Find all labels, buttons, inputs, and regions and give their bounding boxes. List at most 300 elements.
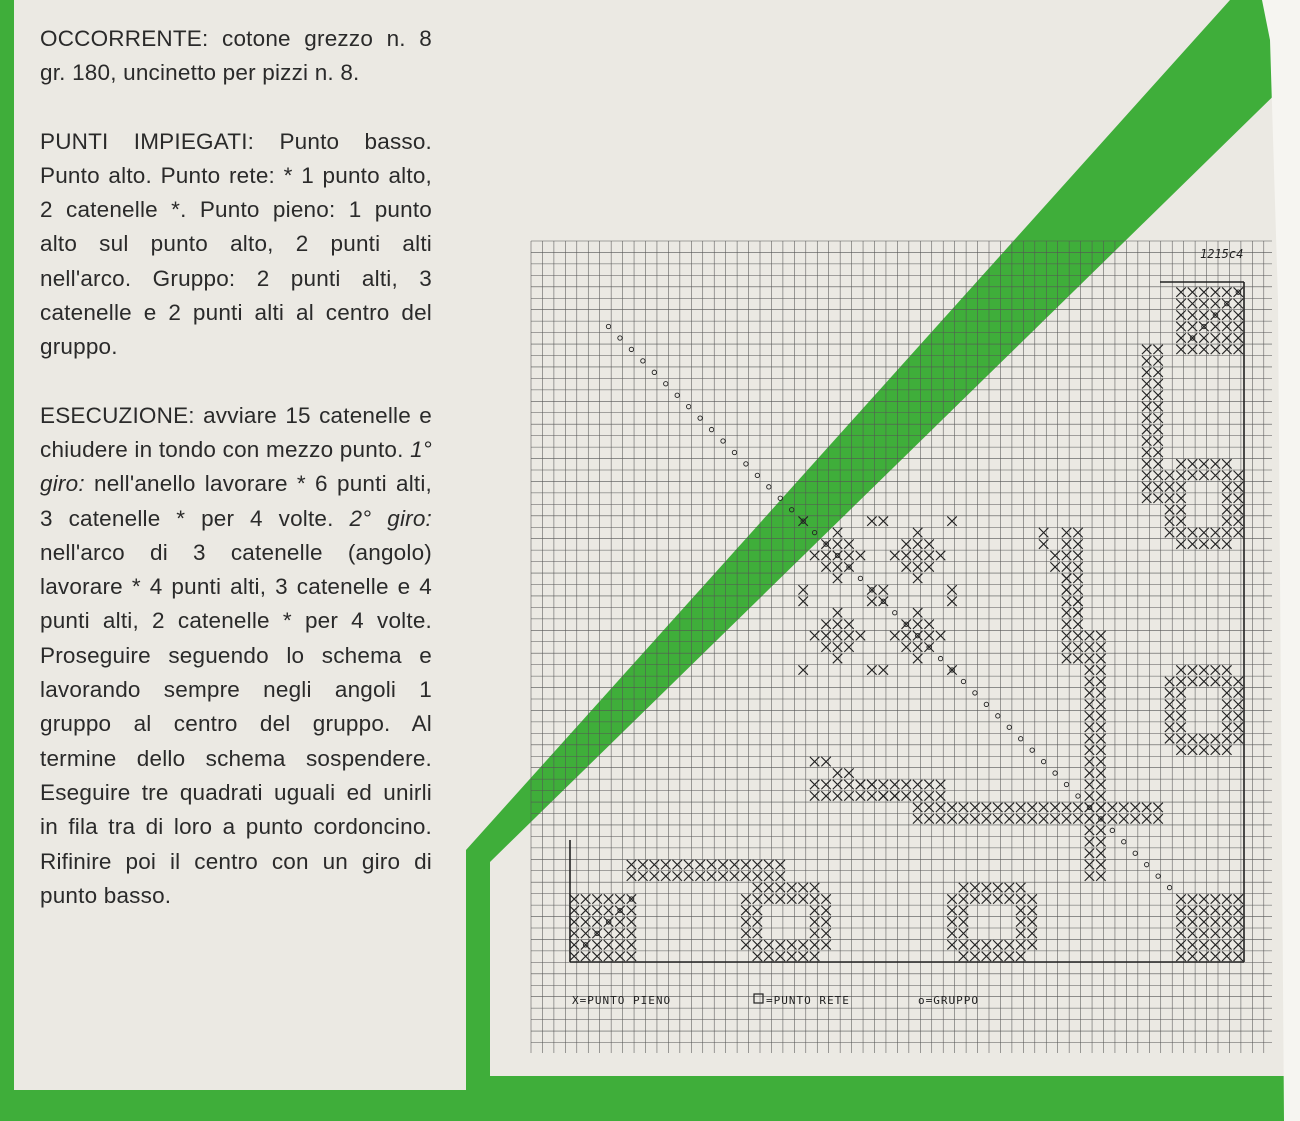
punto-pieno-cross	[1199, 677, 1208, 686]
giro1-text: nell'anello lavorare * 6 punti alti, 3 catenelle * per 4 volte.	[40, 471, 432, 531]
punto-pieno-cross	[695, 871, 704, 880]
punto-pieno-cross	[741, 860, 750, 869]
punto-pieno-cross	[833, 654, 842, 663]
punto-pieno-cross	[1211, 952, 1220, 961]
punto-pieno-cross	[833, 642, 842, 651]
punto-pieno-cross	[924, 631, 933, 640]
punto-pieno-cross	[638, 871, 647, 880]
punto-pieno-cross	[1142, 368, 1151, 377]
punto-pieno-cross	[1050, 803, 1059, 812]
punto-pieno-cross	[1050, 814, 1059, 823]
punto-pieno-cross	[982, 814, 991, 823]
punto-pieno-cross	[902, 631, 911, 640]
punto-pieno-cross	[1153, 482, 1162, 491]
punto-pieno-cross	[1199, 952, 1208, 961]
punto-pieno-cross	[1211, 299, 1220, 308]
punto-pieno-cross	[1073, 562, 1082, 571]
punto-pieno-cross	[1016, 917, 1025, 926]
punto-pieno-cross	[1073, 620, 1082, 629]
punto-pieno-cross	[1085, 826, 1094, 835]
punto-pieno-cross	[1131, 814, 1140, 823]
giro2-text: nell'arco di 3 catenelle (angolo) lavorare * 4 punti alti, 3 catenelle e 4 punti alti, 2 catenelle * per 4 volte. Proseguire seguendo lo schema e lavorando sempre negli angoli 1 gruppo al centro del gruppo. Al termine dello schema sospendere. Eseguire tre quadrati uguali ed unirli in fila tra di loro a punto cordoncino. Rifinire poi il centro con un giro di punto basso.	[40, 539, 432, 908]
punto-pieno-cross	[959, 803, 968, 812]
punto-pieno-cross	[1073, 631, 1082, 640]
punto-pieno-cross	[1176, 539, 1185, 548]
punto-pieno-cross	[1222, 299, 1231, 308]
punto-pieno-cross	[833, 562, 842, 571]
punto-pieno-cross	[821, 906, 830, 915]
punto-pieno-cross	[890, 631, 899, 640]
punto-pieno-cross	[947, 917, 956, 926]
punto-pieno-cross	[913, 620, 922, 629]
punto-pieno-cross	[1222, 459, 1231, 468]
punto-pieno-cross	[1199, 745, 1208, 754]
punto-pieno-cross	[1096, 654, 1105, 663]
punto-pieno-cross	[1211, 940, 1220, 949]
punto-pieno-cross	[1153, 471, 1162, 480]
punto-pieno-cross	[1234, 333, 1243, 342]
punto-pieno-cross	[1085, 677, 1094, 686]
gruppo-dot	[641, 359, 645, 363]
punto-pieno-cross	[1096, 700, 1105, 709]
punto-pieno-cross	[1165, 516, 1174, 525]
punto-pieno-cross	[1188, 665, 1197, 674]
punto-pieno-cross	[1199, 894, 1208, 903]
punto-pieno-cross	[764, 871, 773, 880]
punto-pieno-cross	[1142, 814, 1151, 823]
punto-pieno-cross	[798, 952, 807, 961]
gruppo-dot	[618, 336, 622, 340]
punto-pieno-cross	[1085, 711, 1094, 720]
punto-pieno-cross	[1199, 528, 1208, 537]
punto-pieno-cross	[970, 883, 979, 892]
punto-pieno-cross	[718, 871, 727, 880]
punto-pieno-cross	[1016, 814, 1025, 823]
punto-pieno-cross	[569, 894, 578, 903]
punto-pieno-cross	[1027, 929, 1036, 938]
punto-pieno-cross	[810, 780, 819, 789]
punto-pieno-cross	[776, 860, 785, 869]
punto-pieno-cross	[856, 791, 865, 800]
punto-pieno-cross	[1096, 757, 1105, 766]
punto-pieno-cross	[753, 883, 762, 892]
gruppo-dot	[961, 679, 965, 683]
punto-pieno-cross	[1188, 734, 1197, 743]
punto-pieno-cross	[959, 894, 968, 903]
punto-pieno-cross	[604, 952, 613, 961]
punto-pieno-cross	[1096, 631, 1105, 640]
punto-pieno-cross	[1234, 906, 1243, 915]
punto-pieno-cross	[1222, 665, 1231, 674]
punto-pieno-cross	[1199, 940, 1208, 949]
punto-pieno-cross	[1211, 322, 1220, 331]
punto-pieno-cross	[1188, 677, 1197, 686]
gruppo-dot	[938, 656, 942, 660]
punto-pieno-cross	[1176, 310, 1185, 319]
punto-pieno-cross	[627, 940, 636, 949]
punto-pieno-cross	[1005, 814, 1014, 823]
punto-pieno-cross	[1222, 734, 1231, 743]
punto-pieno-cross	[1222, 310, 1231, 319]
gruppo-dot	[732, 450, 736, 454]
punto-pieno-cross	[1188, 539, 1197, 548]
gruppo-dot	[973, 691, 977, 695]
punto-pieno-cross	[947, 929, 956, 938]
punto-pieno-cross	[982, 940, 991, 949]
punto-pieno-cross	[821, 780, 830, 789]
punto-pieno-cross	[810, 551, 819, 560]
punto-pieno-cross	[1222, 711, 1231, 720]
punto-pieno-cross	[913, 803, 922, 812]
punto-pieno-cross	[592, 906, 601, 915]
punto-pieno-cross	[1211, 665, 1220, 674]
punto-pieno-cross	[947, 940, 956, 949]
punto-pieno-cross	[821, 562, 830, 571]
punto-pieno-cross	[1222, 322, 1231, 331]
punto-pieno-cross	[1039, 803, 1048, 812]
punto-pieno-cross	[1234, 528, 1243, 537]
punto-pieno-cross	[1096, 871, 1105, 880]
punto-pieno-cross	[1222, 894, 1231, 903]
punto-pieno-cross	[1222, 906, 1231, 915]
punto-pieno-cross	[982, 803, 991, 812]
punto-pieno-cross	[1188, 528, 1197, 537]
punto-pieno-cross	[1085, 757, 1094, 766]
punto-pieno-cross	[1222, 940, 1231, 949]
punto-pieno-cross	[1062, 551, 1071, 560]
punto-pieno-cross	[1199, 665, 1208, 674]
punto-pieno-cross	[1234, 494, 1243, 503]
punto-pieno-cross	[879, 780, 888, 789]
punto-pieno-cross	[1176, 516, 1185, 525]
punto-pieno-cross	[1119, 814, 1128, 823]
punto-pieno-cross	[1131, 803, 1140, 812]
gruppo-dot	[984, 702, 988, 706]
punto-pieno-cross	[1234, 734, 1243, 743]
punto-pieno-cross	[913, 528, 922, 537]
gruppo-dot	[790, 508, 794, 512]
punto-pieno-cross	[844, 539, 853, 548]
punto-pieno-cross	[604, 917, 613, 926]
punto-pieno-cross	[592, 940, 601, 949]
punto-pieno-cross	[867, 516, 876, 525]
punti-title: PUNTI IMPIEGATI:	[40, 128, 255, 154]
punto-pieno-cross	[1188, 345, 1197, 354]
punto-pieno-cross	[1234, 310, 1243, 319]
punto-pieno-cross	[1176, 723, 1185, 732]
punto-pieno-cross	[753, 952, 762, 961]
gruppo-dot	[1122, 840, 1126, 844]
punto-pieno-cross	[947, 597, 956, 606]
punto-pieno-cross	[1211, 345, 1220, 354]
punto-pieno-cross	[810, 952, 819, 961]
punto-pieno-cross	[1234, 471, 1243, 480]
punto-pieno-cross	[1234, 516, 1243, 525]
punto-pieno-cross	[1211, 287, 1220, 296]
gruppo-dot	[1064, 782, 1068, 786]
punto-pieno-cross	[707, 871, 716, 880]
punto-pieno-cross	[764, 860, 773, 869]
punto-pieno-cross	[1016, 803, 1025, 812]
punto-pieno-cross	[1005, 894, 1014, 903]
punto-pieno-cross	[581, 906, 590, 915]
punto-pieno-cross	[1142, 356, 1151, 365]
punto-pieno-cross	[902, 791, 911, 800]
gruppo-dot	[1156, 874, 1160, 878]
punto-pieno-cross	[959, 940, 968, 949]
punto-pieno-cross	[1188, 929, 1197, 938]
punto-pieno-cross	[902, 780, 911, 789]
punto-pieno-cross	[1096, 860, 1105, 869]
punto-pieno-cross	[1096, 791, 1105, 800]
punto-pieno-cross	[959, 929, 968, 938]
punto-pieno-cross	[902, 539, 911, 548]
punto-pieno-cross	[924, 562, 933, 571]
punto-pieno-cross	[764, 940, 773, 949]
punto-pieno-cross	[1176, 894, 1185, 903]
gruppo-dot	[1133, 851, 1137, 855]
punto-pieno-cross	[924, 642, 933, 651]
punto-pieno-cross	[1016, 952, 1025, 961]
punto-pieno-cross	[1165, 505, 1174, 514]
punto-pieno-cross	[821, 929, 830, 938]
punto-pieno-cross	[1176, 745, 1185, 754]
punto-pieno-cross	[867, 585, 876, 594]
punto-pieno-cross	[684, 860, 693, 869]
punto-pieno-cross	[867, 665, 876, 674]
punto-pieno-cross	[1165, 677, 1174, 686]
punto-pieno-cross	[604, 929, 613, 938]
punto-pieno-cross	[913, 642, 922, 651]
punto-pieno-cross	[1096, 826, 1105, 835]
punto-pieno-cross	[1153, 436, 1162, 445]
punto-pieno-cross	[993, 883, 1002, 892]
punto-pieno-cross	[1234, 894, 1243, 903]
punto-pieno-cross	[936, 803, 945, 812]
punto-pieno-cross	[833, 780, 842, 789]
gruppo-dot	[744, 462, 748, 466]
punto-pieno-cross	[1188, 322, 1197, 331]
punto-pieno-cross	[1211, 333, 1220, 342]
gruppo-dot	[893, 611, 897, 615]
punto-pieno-cross	[1176, 505, 1185, 514]
punto-pieno-cross	[1005, 952, 1014, 961]
punto-pieno-cross	[1234, 677, 1243, 686]
punto-pieno-cross	[798, 894, 807, 903]
punto-pieno-cross	[592, 929, 601, 938]
punto-pieno-cross	[741, 871, 750, 880]
punto-pieno-cross	[810, 894, 819, 903]
punto-pieno-cross	[638, 860, 647, 869]
punto-pieno-cross	[821, 539, 830, 548]
punto-pieno-cross	[1142, 471, 1151, 480]
punto-pieno-cross	[1199, 345, 1208, 354]
punto-pieno-cross	[707, 860, 716, 869]
punto-pieno-cross	[993, 952, 1002, 961]
punto-pieno-cross	[913, 814, 922, 823]
gruppo-dot	[675, 393, 679, 397]
punto-pieno-cross	[947, 585, 956, 594]
punto-pieno-cross	[604, 940, 613, 949]
punto-pieno-cross	[1176, 528, 1185, 537]
gruppo-dot	[629, 347, 633, 351]
punto-pieno-cross	[581, 940, 590, 949]
punto-pieno-cross	[970, 814, 979, 823]
punto-pieno-cross	[947, 516, 956, 525]
punto-pieno-cross	[913, 551, 922, 560]
punto-pieno-cross	[753, 917, 762, 926]
punto-pieno-cross	[1188, 299, 1197, 308]
punto-pieno-cross	[627, 952, 636, 961]
punto-pieno-cross	[1073, 814, 1082, 823]
punto-pieno-cross	[821, 551, 830, 560]
gruppo-dot	[1076, 794, 1080, 798]
punto-pieno-cross	[615, 917, 624, 926]
punto-pieno-cross	[753, 894, 762, 903]
punto-pieno-cross	[1165, 471, 1174, 480]
punto-pieno-cross	[810, 906, 819, 915]
punto-pieno-cross	[1153, 803, 1162, 812]
punto-pieno-cross	[821, 917, 830, 926]
chart-pattern	[569, 287, 1243, 961]
punto-pieno-cross	[993, 894, 1002, 903]
legend-punto-rete: =PUNTO RETE	[766, 994, 850, 1007]
punto-pieno-cross	[879, 597, 888, 606]
punto-pieno-cross	[913, 608, 922, 617]
punto-pieno-cross	[592, 894, 601, 903]
punto-pieno-cross	[1234, 688, 1243, 697]
punto-pieno-cross	[1199, 333, 1208, 342]
punto-pieno-cross	[1234, 700, 1243, 709]
punto-pieno-cross	[1176, 688, 1185, 697]
punto-pieno-cross	[1222, 482, 1231, 491]
punto-pieno-cross	[879, 516, 888, 525]
punto-pieno-cross	[833, 574, 842, 583]
punto-pieno-cross	[1096, 780, 1105, 789]
punto-pieno-cross	[1062, 814, 1071, 823]
punto-pieno-cross	[810, 940, 819, 949]
punto-pieno-cross	[764, 883, 773, 892]
giro2-label: 2° giro:	[349, 505, 433, 531]
punto-pieno-cross	[741, 940, 750, 949]
punto-pieno-cross	[1211, 677, 1220, 686]
punto-pieno-cross	[947, 906, 956, 915]
legend-punto-pieno: X=PUNTO PIENO	[572, 994, 672, 1007]
punto-pieno-cross	[902, 642, 911, 651]
punto-pieno-cross	[1222, 677, 1231, 686]
punto-pieno-cross	[673, 860, 682, 869]
punto-pieno-cross	[1085, 654, 1094, 663]
punto-pieno-cross	[1234, 952, 1243, 961]
punto-pieno-cross	[1062, 803, 1071, 812]
punto-pieno-cross	[569, 952, 578, 961]
punto-pieno-cross	[1176, 952, 1185, 961]
punto-pieno-cross	[1142, 803, 1151, 812]
punto-pieno-cross	[684, 871, 693, 880]
punto-pieno-cross	[741, 906, 750, 915]
punto-pieno-cross	[1073, 608, 1082, 617]
punto-pieno-cross	[1234, 723, 1243, 732]
punto-pieno-cross	[1234, 505, 1243, 514]
punto-pieno-cross	[856, 631, 865, 640]
punto-pieno-cross	[959, 952, 968, 961]
gruppo-dot	[858, 576, 862, 580]
punto-pieno-cross	[1188, 952, 1197, 961]
punto-pieno-cross	[902, 562, 911, 571]
punto-pieno-cross	[844, 780, 853, 789]
punto-pieno-cross	[1176, 917, 1185, 926]
punto-pieno-cross	[1176, 333, 1185, 342]
punto-pieno-cross	[615, 894, 624, 903]
punto-pieno-cross	[1062, 608, 1071, 617]
punto-pieno-cross	[1142, 413, 1151, 422]
punto-pieno-cross	[1211, 528, 1220, 537]
punto-pieno-cross	[1096, 814, 1105, 823]
punto-pieno-cross	[1027, 894, 1036, 903]
punto-pieno-cross	[1211, 539, 1220, 548]
punto-pieno-cross	[581, 952, 590, 961]
punto-pieno-cross	[1062, 597, 1071, 606]
punto-pieno-cross	[993, 940, 1002, 949]
punto-pieno-cross	[1085, 860, 1094, 869]
gruppo-dot	[1019, 737, 1023, 741]
punto-pieno-cross	[959, 814, 968, 823]
punto-pieno-cross	[890, 780, 899, 789]
punto-pieno-cross	[924, 780, 933, 789]
punto-pieno-cross	[1039, 814, 1048, 823]
gruppo-dot	[996, 714, 1000, 718]
punto-pieno-cross	[1027, 803, 1036, 812]
punto-pieno-cross	[627, 860, 636, 869]
punto-pieno-cross	[1211, 894, 1220, 903]
punto-pieno-cross	[1222, 494, 1231, 503]
punto-pieno-cross	[993, 814, 1002, 823]
punto-pieno-cross	[1222, 287, 1231, 296]
punto-pieno-cross	[798, 665, 807, 674]
punto-pieno-cross	[569, 906, 578, 915]
punto-pieno-cross	[1096, 688, 1105, 697]
punto-pieno-cross	[1096, 803, 1105, 812]
gruppo-dot	[778, 496, 782, 500]
punto-pieno-cross	[1142, 459, 1151, 468]
punto-pieno-cross	[1153, 413, 1162, 422]
punto-pieno-cross	[1176, 482, 1185, 491]
punto-pieno-cross	[1142, 425, 1151, 434]
punto-pieno-cross	[1153, 402, 1162, 411]
punto-pieno-cross	[787, 894, 796, 903]
punto-pieno-cross	[1142, 345, 1151, 354]
punto-pieno-cross	[1085, 768, 1094, 777]
punto-pieno-cross	[1234, 482, 1243, 491]
punto-pieno-cross	[1085, 631, 1094, 640]
punto-pieno-cross	[936, 780, 945, 789]
punto-pieno-cross	[798, 516, 807, 525]
gruppo-dot	[1041, 759, 1045, 763]
punto-pieno-cross	[810, 883, 819, 892]
punto-pieno-cross	[776, 871, 785, 880]
punto-pieno-cross	[1165, 711, 1174, 720]
punto-pieno-cross	[1016, 929, 1025, 938]
punto-pieno-cross	[1176, 700, 1185, 709]
punto-pieno-cross	[1222, 723, 1231, 732]
gruppo-dot	[1007, 725, 1011, 729]
punto-pieno-cross	[1176, 459, 1185, 468]
punto-pieno-cross	[1085, 803, 1094, 812]
punto-pieno-cross	[844, 551, 853, 560]
punto-pieno-cross	[764, 894, 773, 903]
punto-pieno-cross	[924, 791, 933, 800]
punto-pieno-cross	[833, 620, 842, 629]
